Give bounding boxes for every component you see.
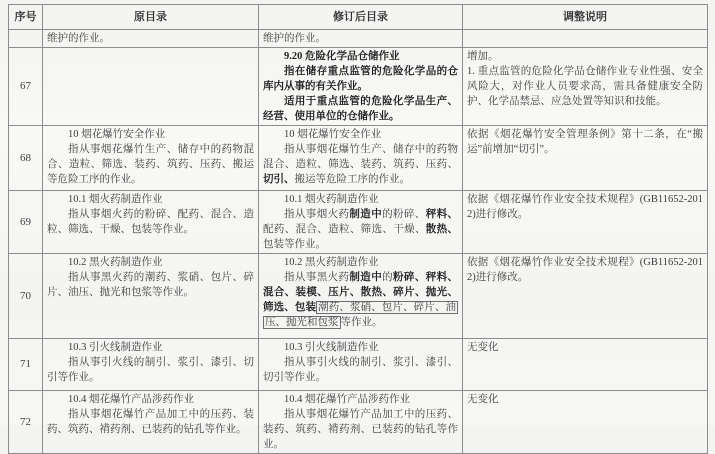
paragraph [263, 192, 458, 207]
table-row [9, 339, 708, 391]
revision-box-text: 潮药、浆硝、包片、碎片、油压、抛光和包浆 [265, 302, 457, 328]
text-run: 10.1 烟火药制造作业 [284, 194, 379, 205]
paragraph [263, 355, 458, 385]
adjustment-note-cell [463, 391, 708, 454]
column-header-1: 序号 [9, 5, 43, 30]
seq-cell: 71 [9, 339, 43, 391]
seq-cell: 67 [9, 48, 43, 126]
seq-cell: 72 [9, 391, 43, 454]
bold-run: 制造中 [349, 209, 383, 220]
header-row [9, 5, 708, 30]
text-run: 指从事烟火药 [284, 209, 350, 220]
revised-directory-cell [259, 254, 463, 339]
adjustment-note-cell [463, 254, 708, 339]
text-run: 10.2 黑火药制造作业 [68, 257, 163, 268]
column-header-4: 调整说明 [463, 5, 708, 30]
paragraph [263, 407, 458, 452]
column-header-2: 原目录 [43, 5, 259, 30]
revised-directory-cell [259, 48, 463, 126]
text-run: 10 烟花爆竹安全作业 [68, 129, 166, 140]
orig-directory-cell [43, 339, 259, 391]
text-run: 指从事黑火药 [284, 272, 350, 283]
bold-run: 散热、 [425, 224, 459, 235]
text-run: 包装等作业。 [263, 239, 326, 250]
bold-run: 切引、 [263, 174, 295, 185]
text-run: 指从事引火线的制引、浆引、漆引、切引等作业。 [47, 357, 254, 383]
paragraph [47, 207, 254, 237]
revised-directory-cell [259, 339, 463, 391]
orig-directory-cell [43, 254, 259, 339]
paragraph [263, 127, 458, 142]
text-run: 依据《烟花爆竹作业安全技术规程》(GB11652-2012)进行修改。 [467, 194, 703, 220]
table-row [9, 126, 708, 191]
text-run: 增加。 [467, 51, 499, 62]
paragraph [467, 255, 703, 285]
text-run: 10.4 烟花爆竹产品涉药作业 [68, 394, 194, 405]
text-run: 10 烟花爆竹安全作业 [284, 129, 382, 140]
bold-run: 适用于重点监管的危险化学品生产、经营、使用单位的仓储作业。 [263, 96, 458, 122]
text-run: 指从事烟火药的粉碎、配药、混合、造粒、筛选、干燥、包装等作业。 [47, 209, 254, 235]
paragraph [263, 207, 458, 252]
bold-run: 制造中 [349, 272, 383, 283]
paragraph [467, 192, 703, 222]
text-run: 10.3 引火线制造作业 [68, 342, 163, 353]
paragraph [263, 49, 458, 64]
revised-directory-cell [259, 391, 463, 454]
paragraph [47, 127, 254, 142]
bold-run: 秤料、 [425, 209, 459, 220]
text-run: 搬运等危险工序的作业。 [294, 174, 410, 185]
paragraph [467, 49, 703, 64]
revised-directory-cell [259, 126, 463, 191]
text-run: 等作业。 [340, 317, 383, 328]
revised-directory-cell [259, 191, 463, 254]
column-header-3: 修订后目录 [259, 5, 463, 30]
bold-run: 指在储存重点监管的危险化学品的仓库内从事的有关作业。 [263, 66, 458, 92]
catalog-comparison-table [8, 4, 708, 454]
adjustment-note-cell [463, 339, 708, 391]
orig-directory-cell [43, 126, 259, 191]
paragraph [263, 270, 458, 330]
paragraph [47, 270, 254, 300]
adjustment-note-cell [463, 191, 708, 254]
seq-cell: 68 [9, 126, 43, 191]
bold-run: 9.20 危险化学品仓储作业 [284, 51, 400, 62]
text-run: 的粉碎、 [382, 209, 426, 220]
orig-directory-cell [43, 391, 259, 454]
paragraph [47, 340, 254, 355]
text-run: 维护的作业。 [263, 33, 326, 44]
paragraph [467, 392, 703, 407]
text-run: 依据《烟花爆竹作业安全技术规程》(GB11652-2012)进行修改。 [467, 257, 703, 283]
text-run: 的 [382, 272, 394, 283]
orig-directory-cell [43, 191, 259, 254]
orig-directory-cell [43, 48, 259, 126]
table-row [9, 48, 708, 126]
paragraph [467, 64, 703, 109]
adjustment-note-cell [463, 48, 708, 126]
text-run: 配药、混合、造粒、筛选、干燥、 [263, 224, 426, 235]
paragraph [263, 142, 458, 187]
adjustment-note-cell [463, 126, 708, 191]
orig-directory-cell [43, 30, 259, 48]
seq-cell [9, 30, 43, 48]
paragraph [263, 340, 458, 355]
table-row [9, 191, 708, 254]
text-run: 10.2 黑火药制造作业 [284, 257, 379, 268]
paragraph [47, 192, 254, 207]
text-run: 无变化 [467, 394, 499, 405]
paragraph [47, 31, 254, 46]
paragraph [263, 94, 458, 124]
text-run: 指从事烟花爆竹产品加工中的压药、装药、筑药、褙药剂、已装药的钻孔等作业。 [47, 409, 254, 435]
table-row [9, 254, 708, 339]
seq-cell: 70 [9, 254, 43, 339]
text-run: 10.4 烟花爆竹产品涉药作业 [284, 394, 410, 405]
paragraph [263, 392, 458, 407]
table-row [9, 391, 708, 454]
adjustment-note-cell [463, 30, 708, 48]
text-run: 指从事烟花爆竹产品加工中的压药、装药、筑药、褙药剂、已装药的钻孔等作业。 [263, 409, 458, 450]
paragraph [467, 340, 703, 355]
paragraph [263, 31, 458, 46]
text-run: 无变化 [467, 342, 499, 353]
text-run: 10.1 烟火药制造作业 [68, 194, 163, 205]
text-run: 依据《烟花爆竹安全管理条例》第十二条，在“搬运”前增加“切引”。 [467, 129, 703, 155]
paragraph [263, 64, 458, 94]
paragraph [47, 142, 254, 187]
paragraph [47, 407, 254, 437]
paragraph [47, 392, 254, 407]
text-run: 指从事黑火药的潮药、浆硝、包片、碎片、油压、抛光和包浆等作业。 [47, 272, 254, 298]
bold-run: 粉碎、秤料、混合、装模、压片、散热、碎片、抛光、筛选、包装 [263, 272, 459, 313]
paragraph [47, 255, 254, 270]
text-run: 指从事烟花爆竹生产、储存中的药物混合、造粒、筛选、装药、筑药、压药、搬运等危险工序的作业。 [47, 144, 254, 185]
text-run: 指从事引火线的制引、浆引、漆引、切引等作业。 [263, 357, 458, 383]
text-run: 10.3 引火线制造作业 [284, 342, 379, 353]
text-run: 指从事烟花爆竹生产、储存中的药物混合、造粒、筛选、装药、筑药、压药、 [263, 144, 458, 170]
paragraph [263, 255, 458, 270]
revised-directory-cell [259, 30, 463, 48]
text-run: 维护的作业。 [47, 33, 110, 44]
text-run: 1. 重点监管的危险化学品仓储作业专业性强、安全风险大，对作业人员要求高，需具备健康安全防护、化学品禁忌、应急处置等知识和技能。 [467, 66, 703, 107]
paragraph [467, 127, 703, 157]
seq-cell: 69 [9, 191, 43, 254]
paragraph [47, 355, 254, 385]
table-row [9, 30, 708, 48]
